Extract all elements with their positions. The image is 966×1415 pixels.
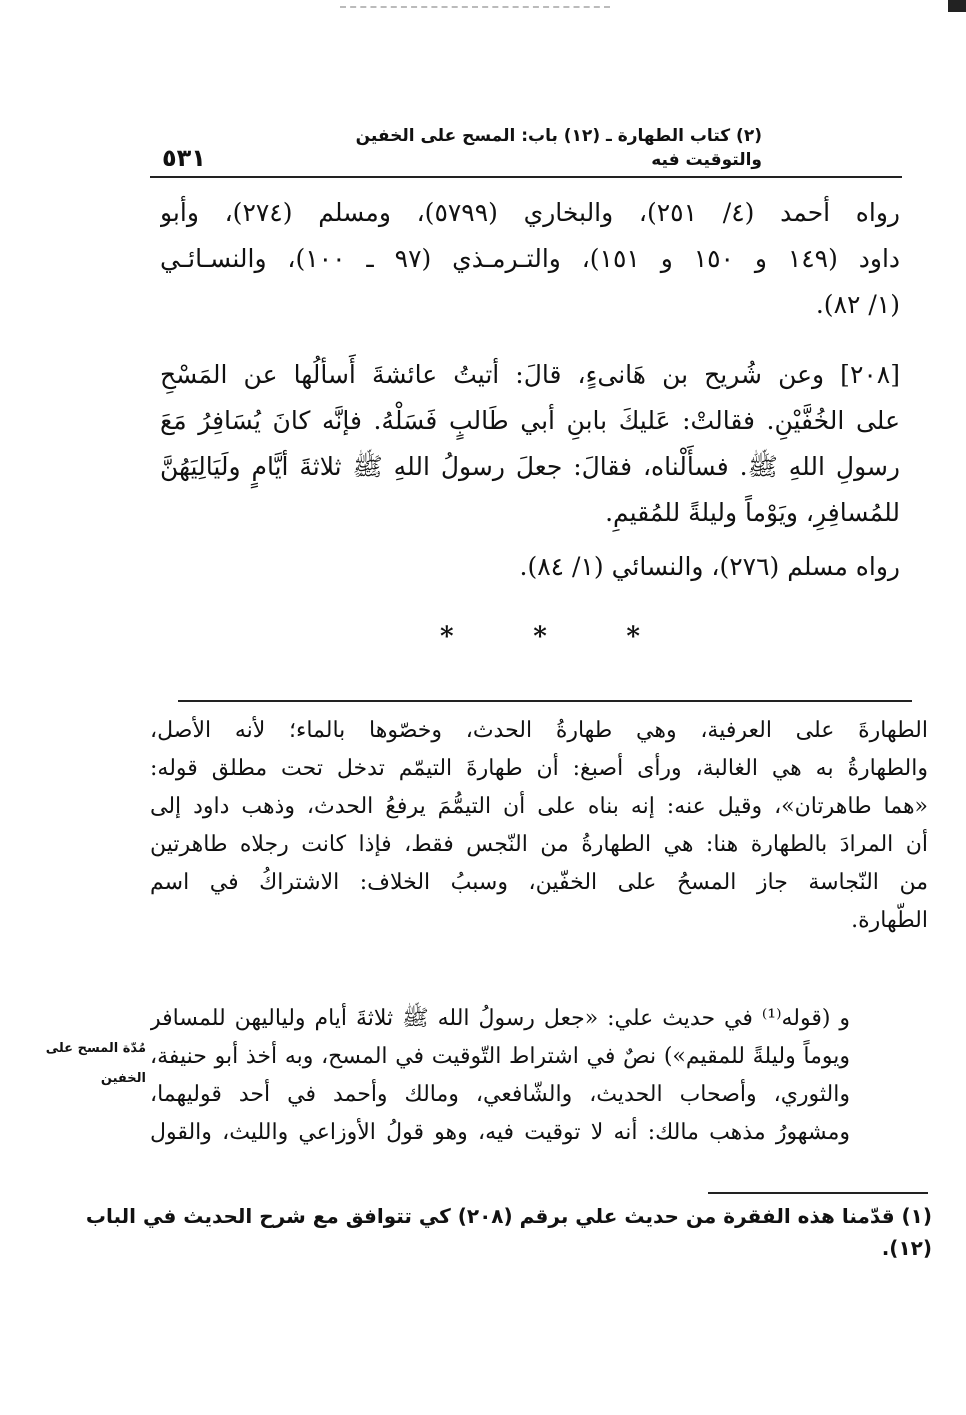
commentary-line: «هما طاهرتان»، وقيل عنه: إنه بناه على أن التيمُّمَ يرفعُ الحدث، وذهب داود إلى bbox=[150, 794, 928, 819]
margin-note-line: الخفين bbox=[100, 1071, 146, 1086]
text-line: داود (١٤٩ و ١٥٠ و ١٥١)، والتـرمـذي (٩٧ ـ ١٠٠)، والنسـائـي bbox=[160, 244, 900, 273]
separator-star: * bbox=[626, 622, 640, 652]
scan-artifact bbox=[948, 0, 966, 12]
commentary-line: والطهارةُ به هي الغالبة، ورأى أصبغ: أن طهارةَ التيمّم تدخل تحت مطلق قوله: bbox=[150, 756, 928, 781]
running-head: (٢) كتاب الطهارة ـ (١٢) باب: المسح على الخفين والتوقيت فيه bbox=[355, 126, 762, 170]
commentary-line: و (قوله⁽¹⁾ في حديث علي: «جعل رسولُ الله ﷺ ثلاثةَ أيام ولياليهن للمسافر bbox=[150, 1006, 850, 1031]
hadith-block bbox=[160, 352, 900, 590]
commentary-block-2 bbox=[150, 1000, 850, 1152]
hadith-line: للمُسافِرِ، ويَوْماً وليلةً للمُقيمِ. bbox=[605, 498, 900, 527]
separator-star: * bbox=[533, 622, 547, 652]
text-line: رواه أحمد (٤/ ٢٥١)، والبخاري (٥٧٩٩)، ومسلم (٢٧٤)، وأبو bbox=[160, 198, 900, 227]
hadith-line: على الخُفَّيْنِ. فقالتْ: عَليكَ بابنِ أبي طَالبٍ فَسَلْهُ. فإنَّه كانَ يُسَافِرُ مَعَ bbox=[160, 406, 900, 435]
margin-note-line: مُدّة المسح على bbox=[45, 1041, 146, 1056]
commentary-line: أن المرادَ بالطهارة هنا: هي الطهارةُ من النّجس فقط، فإذا كانت رجلاه طاهرتين bbox=[150, 832, 928, 857]
hadith-line: [٢٠٨] وعن شُريح بن هَانىءٍ، قالَ: أتيتُ عائشةَ أَسألُها عن المَسْحِ bbox=[160, 360, 900, 389]
commentary-line: ويوماً وليلةً للمقيم») نصٌ في اشتراط التّوقيت في المسح، وبه أخذ أبو حنيفة، bbox=[150, 1044, 850, 1069]
footnote-line: (١٢). bbox=[881, 1236, 932, 1260]
commentary-block bbox=[150, 712, 928, 940]
commentary-line: الطهارةَ على العرفية، وهي طهارةُ الحدث، وخصّوها بالماء؛ لأنه الأصل، bbox=[150, 718, 928, 743]
commentary-line: من النّجاسة جاز المسحُ على الخفّين، وسببُ الخلاف: الاشتراكُ في اسم bbox=[150, 870, 928, 895]
hadith-source: رواه مسلم (٢٧٦)، والنسائي (١/ ٨٤). bbox=[519, 552, 900, 581]
footnote-line: (١) قدّمنا هذه الفقرة من حديث علي برقم (٢٠٨) كي تتوافق مع شرح الحديث في الباب bbox=[85, 1204, 932, 1228]
commentary-line: الطّهارة. bbox=[851, 908, 928, 933]
commentary-line: ومشهورُ مذهب مالك: أنه لا توقيت فيه، وهو قولُ الأوزاعي والليث، والقول bbox=[150, 1120, 850, 1145]
section-separator bbox=[440, 622, 640, 652]
text-line: (١/ ٨٢). bbox=[815, 290, 900, 319]
separator-star: * bbox=[440, 622, 454, 652]
footnote-divider bbox=[708, 1192, 928, 1194]
citation-block bbox=[160, 190, 900, 328]
margin-note bbox=[45, 1034, 146, 1094]
footnote bbox=[85, 1200, 932, 1264]
hadith-line: رسولِ اللهِ ﷺ. فسأَلْناه، فقالَ: جعلَ رسولُ اللهِ ﷺ ثلاثةَ أيَّامٍ ولَيَالِيَهُنَّ bbox=[160, 452, 900, 481]
scan-artifact bbox=[340, 6, 610, 8]
page-number: ٥٣١ bbox=[162, 144, 206, 172]
divider bbox=[178, 700, 912, 702]
commentary-line: والثوري، وأصحاب الحديث، والشّافعي، ومالك وأحمد في أحد قوليهما، bbox=[150, 1082, 850, 1107]
page-header bbox=[150, 120, 902, 178]
